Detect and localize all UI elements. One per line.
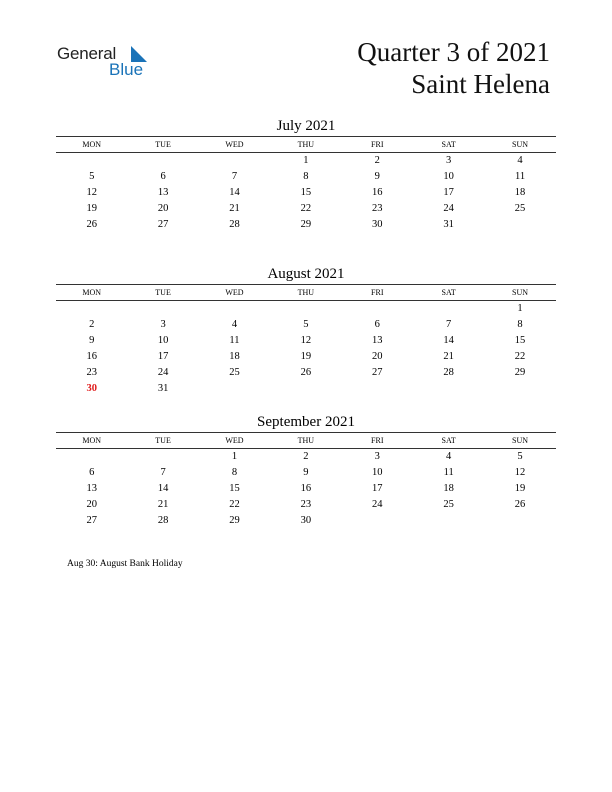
weekday-label: MON <box>82 436 102 445</box>
day-cell: 27 <box>372 367 383 378</box>
month-august <box>56 264 556 397</box>
day-cell: 8 <box>231 467 238 478</box>
empty-day-cell <box>342 301 413 317</box>
holiday-note: Aug 30: August Bank Holiday <box>67 559 183 569</box>
empty-day-cell <box>199 153 270 169</box>
day-cell: 31 <box>157 383 169 394</box>
month-title: July 2021 <box>276 118 336 134</box>
day-cell: 19 <box>514 483 526 494</box>
weekday-label: SUN <box>512 288 529 297</box>
weekday-header <box>56 284 556 301</box>
day-grid <box>56 301 556 397</box>
day-cell: 7 <box>160 467 166 478</box>
empty-day-cell <box>270 381 341 397</box>
day-cell: 15 <box>300 187 312 198</box>
day-grid <box>56 449 556 529</box>
day-cell: 17 <box>157 351 169 362</box>
day-cell: 20 <box>86 499 97 510</box>
day-cell: 17 <box>443 187 454 198</box>
day-cell: 15 <box>229 483 240 494</box>
day-cell: 12 <box>514 467 526 478</box>
day-cell: 25 <box>229 367 240 378</box>
day-cell: 2 <box>374 155 380 166</box>
day-cell: 18 <box>229 351 240 362</box>
day-cell: 24 <box>443 203 454 214</box>
day-cell: 14 <box>443 335 454 346</box>
day-cell: 30 <box>372 219 383 230</box>
day-cell: 25 <box>514 203 526 214</box>
day-grid <box>56 153 556 233</box>
day-cell: 28 <box>443 367 454 378</box>
day-cell: 14 <box>157 483 169 494</box>
day-cell: 22 <box>514 351 526 362</box>
weekday-header <box>56 136 556 153</box>
day-cell: 6 <box>89 467 95 478</box>
empty-day-cell <box>484 381 555 397</box>
day-cell: 1 <box>517 303 523 314</box>
day-cell: 18 <box>514 187 526 198</box>
day-cell: 21 <box>443 351 454 362</box>
country-title: Saint Helena <box>411 69 550 99</box>
month-title: September 2021 <box>257 414 355 430</box>
day-cell: 7 <box>231 171 238 182</box>
empty-day-cell <box>342 381 413 397</box>
day-cell: 17 <box>372 483 383 494</box>
day-cell: 28 <box>157 515 169 526</box>
day-cell: 3 <box>446 155 452 166</box>
weekday-label: TUE <box>155 288 171 297</box>
day-cell: 5 <box>517 451 523 462</box>
empty-day-cell <box>413 513 484 529</box>
day-cell: 24 <box>372 499 383 510</box>
weekday-label: TUE <box>155 436 171 445</box>
quarter-title: Quarter 3 of 2021 <box>357 37 550 67</box>
day-cell: 7 <box>446 319 452 330</box>
day-cell: 15 <box>514 335 526 346</box>
day-cell: 16 <box>372 187 383 198</box>
day-cell: 11 <box>229 335 240 346</box>
weekday-label: THU <box>297 140 315 149</box>
day-cell: 23 <box>372 203 383 214</box>
empty-day-cell <box>127 153 198 169</box>
day-cell: 16 <box>86 351 97 362</box>
empty-day-cell <box>413 301 484 317</box>
month-september <box>56 412 556 529</box>
day-cell: 6 <box>374 319 380 330</box>
month-title: August 2021 <box>267 266 345 282</box>
weekday-label: SAT <box>441 140 456 149</box>
empty-day-cell <box>199 301 270 317</box>
day-cell: 2 <box>89 319 95 330</box>
weekday-label: THU <box>297 436 315 445</box>
day-cell: 9 <box>374 171 380 182</box>
day-cell: 18 <box>443 483 454 494</box>
day-cell: 13 <box>86 483 97 494</box>
weekday-label: TUE <box>155 140 171 149</box>
day-cell: 8 <box>303 171 309 182</box>
day-cell: 19 <box>86 203 97 214</box>
weekday-label: MON <box>82 288 102 297</box>
day-cell: 21 <box>157 499 169 510</box>
day-cell: 31 <box>443 219 454 230</box>
empty-day-cell <box>127 301 198 317</box>
weekday-label: SUN <box>512 436 529 445</box>
weekday-label: SUN <box>512 140 529 149</box>
day-cell: 25 <box>443 499 454 510</box>
weekday-label: FRI <box>371 288 384 297</box>
weekday-label: SAT <box>441 288 456 297</box>
empty-day-cell <box>56 153 127 169</box>
day-cell: 1 <box>231 451 238 462</box>
logo-general-text: General <box>57 44 117 63</box>
page-title <box>357 36 550 100</box>
day-cell: 4 <box>446 451 452 462</box>
day-cell: 13 <box>372 335 383 346</box>
day-cell: 29 <box>300 219 312 230</box>
day-cell: 9 <box>89 335 95 346</box>
day-cell: 5 <box>89 171 95 182</box>
day-cell: 26 <box>300 367 312 378</box>
day-cell: 22 <box>229 499 240 510</box>
day-cell: 19 <box>300 351 312 362</box>
day-cell: 20 <box>372 351 383 362</box>
day-cell: 13 <box>157 187 169 198</box>
day-cell: 28 <box>229 219 240 230</box>
day-cell: 16 <box>300 483 312 494</box>
day-cell: 20 <box>157 203 169 214</box>
day-cell: 29 <box>229 515 240 526</box>
day-cell: 4 <box>517 155 523 166</box>
day-cell: 11 <box>443 467 454 478</box>
empty-day-cell <box>484 217 555 233</box>
day-cell: 1 <box>303 155 309 166</box>
day-cell: 9 <box>303 467 309 478</box>
weekday-label: FRI <box>371 140 384 149</box>
day-cell: 12 <box>300 335 312 346</box>
empty-day-cell <box>56 301 127 317</box>
day-cell: 30 <box>300 515 312 526</box>
day-cell: 26 <box>514 499 526 510</box>
month-july <box>56 116 556 233</box>
day-cell: 3 <box>374 451 380 462</box>
day-cell: 5 <box>303 319 309 330</box>
day-cell: 10 <box>157 335 169 346</box>
day-cell: 2 <box>303 451 309 462</box>
weekday-header <box>56 432 556 449</box>
day-cell: 27 <box>157 219 169 230</box>
day-cell: 14 <box>229 187 240 198</box>
weekday-label: WED <box>225 140 244 149</box>
day-cell: 22 <box>300 203 312 214</box>
empty-day-cell <box>342 513 413 529</box>
day-cell: 23 <box>86 367 97 378</box>
day-cell: 26 <box>86 219 97 230</box>
day-cell: 12 <box>86 187 97 198</box>
weekday-label: FRI <box>371 436 384 445</box>
empty-day-cell <box>484 513 555 529</box>
day-cell: 11 <box>514 171 526 182</box>
logo <box>57 42 157 82</box>
empty-day-cell <box>413 381 484 397</box>
day-cell: 10 <box>372 467 383 478</box>
empty-day-cell <box>56 449 127 465</box>
day-cell: 6 <box>160 171 166 182</box>
weekday-label: WED <box>225 436 244 445</box>
holiday-day-cell: 30 <box>86 383 97 394</box>
empty-day-cell <box>270 301 341 317</box>
day-cell: 8 <box>517 319 523 330</box>
day-cell: 4 <box>231 319 238 330</box>
day-cell: 3 <box>160 319 166 330</box>
weekday-label: SAT <box>441 436 456 445</box>
logo-blue-text: Blue <box>109 60 144 79</box>
day-cell: 27 <box>86 515 97 526</box>
weekday-label: THU <box>297 288 315 297</box>
empty-day-cell <box>199 381 270 397</box>
day-cell: 21 <box>229 203 240 214</box>
weekday-label: WED <box>225 288 244 297</box>
weekday-label: MON <box>82 140 102 149</box>
day-cell: 23 <box>300 499 312 510</box>
day-cell: 10 <box>443 171 454 182</box>
day-cell: 24 <box>157 367 169 378</box>
empty-day-cell <box>127 449 198 465</box>
day-cell: 29 <box>514 367 526 378</box>
